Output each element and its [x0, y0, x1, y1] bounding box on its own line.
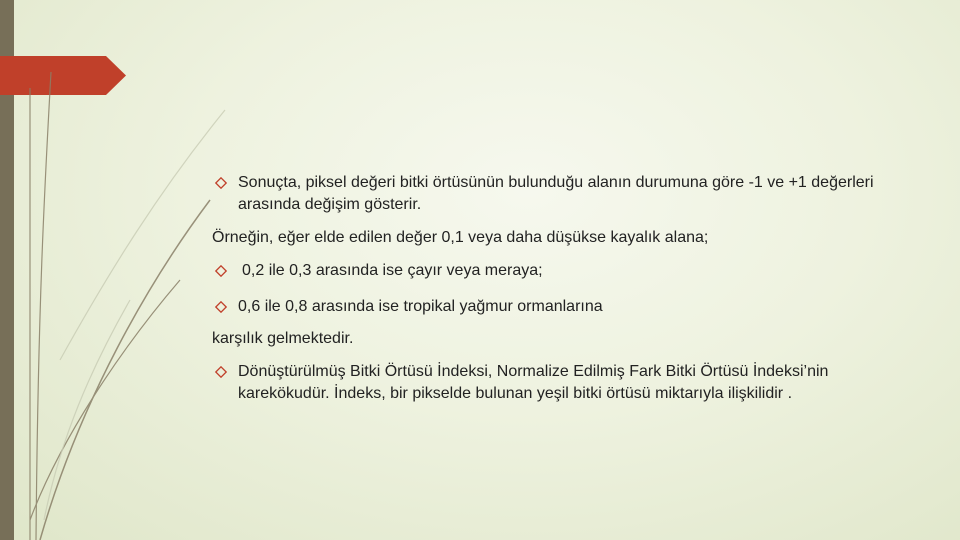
- slide-content: [212, 172, 912, 405]
- plain-paragraph-1: [212, 227, 912, 249]
- paragraph-text: 0,2 ile 0,3 arasında ise çayır veya meraya;: [242, 262, 543, 279]
- paragraph-text: karşılık gelmektedir.: [212, 330, 354, 347]
- bullet-paragraph-3: [212, 296, 912, 318]
- bullet-paragraph-1: [212, 172, 912, 216]
- diamond-outline-icon: [215, 301, 227, 313]
- bullet-paragraph-2: [212, 260, 912, 282]
- bullet-paragraph-4: [212, 361, 912, 405]
- paragraph-text: Dönüştürülmüş Bitki Örtüsü İndeksi, Normalize Edilmiş Fark Bitki Örtüsü İndeksi’nin karekökudür. İndeks, bir pikselde bulunan yeşil bitki örtüsü miktarıyla ilişkilidir .: [238, 363, 829, 402]
- diamond-outline-icon: [215, 177, 227, 189]
- plain-paragraph-2: [212, 328, 912, 350]
- diamond-outline-icon: [215, 265, 227, 277]
- paragraph-text: 0,6 ile 0,8 arasında ise tropikal yağmur ormanlarına: [238, 298, 603, 315]
- paragraph-text: Sonuçta, piksel değeri bitki örtüsünün bulunduğu alanın durumuna göre -1 ve +1 değerleri arasında değişim gösterir.: [238, 174, 874, 213]
- diamond-outline-icon: [215, 366, 227, 378]
- paragraph-text: Örneğin, eğer elde edilen değer 0,1 veya daha düşükse kayalık alana;: [212, 229, 709, 246]
